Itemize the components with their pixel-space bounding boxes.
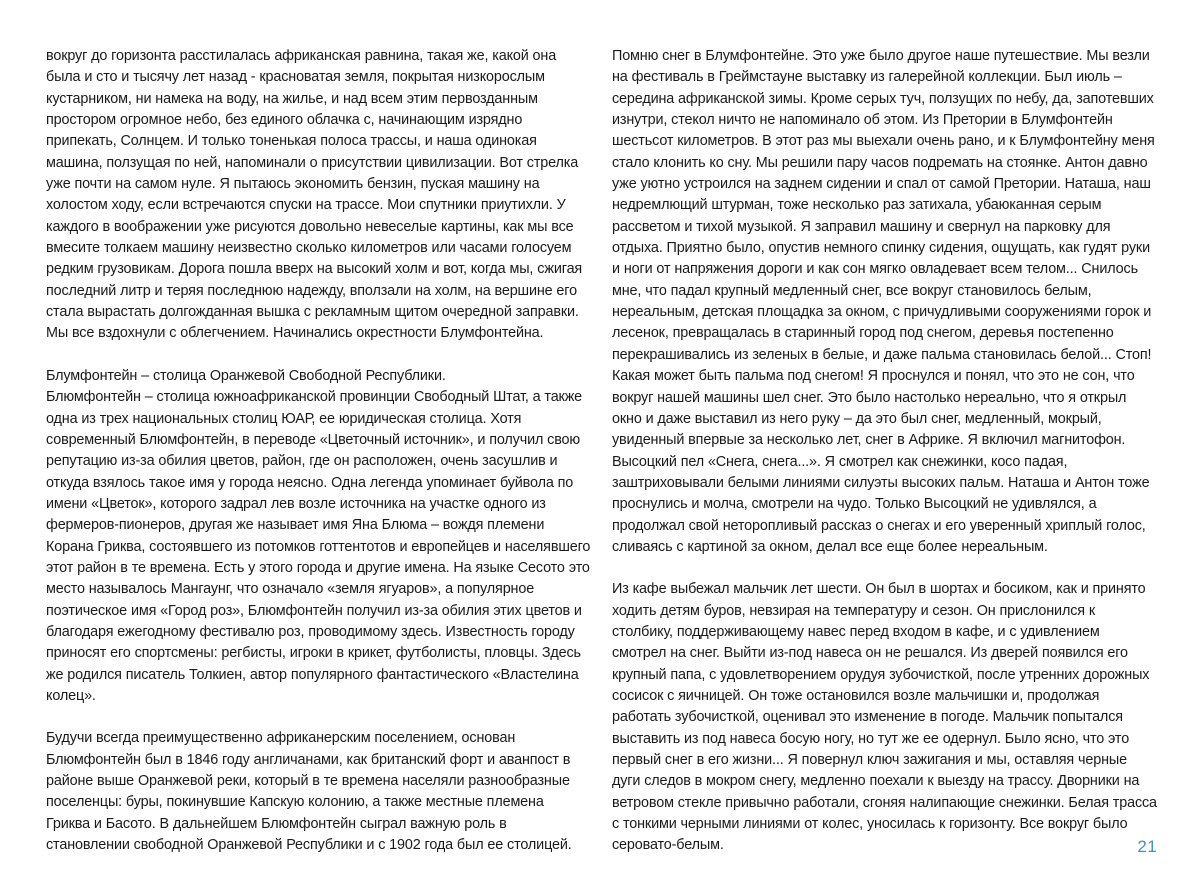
left-text-column (46, 46, 591, 856)
paragraph: Блумфонтейн – столица Оранжевой Свободной Республики. (46, 367, 446, 384)
right-text-column (612, 46, 1157, 857)
paragraph: Будучи всегда преимущественно африканерским поселением, основан Блюмфонтейн был в 1846 году англичанами, как британский форт и аванпост в районе выше Оранжевой реки, который в те времена населяли разнообразные поселенцы: буры, покинувшие Капскую колонию, а также местные племена Гриква и Басото. В дальнейшем Блюмфонтейн сыграл важную роль в становлении свободной Оранжевой Республики и с 1902 года был ее столицей. (46, 730, 572, 854)
two-column-text-body (46, 46, 1157, 857)
paragraph: Помню снег в Блумфонтейне. Это уже было другое наше путешествие. Мы везли на фестиваль в Греймстауне выставку из галерейной коллекции. Был июль – середина африканской зимы. Кроме серых туч, ползущих по небу, да, запотевших изнутри, стекол ничто не напоминало об этом. Из Претории в Блумфонтейн шестьсот километров. В этот раз мы выехали очень рано, и к Блумфонтейну меня стало клонить ко сну. Мы решили пару часов подремать на стоянке. Антон давно уже уютно устроился на заднем сидении и спал от самой Претории. Наташа, наш недремлющий штурман, тоже несколько раз затихала, убаюканная серым рассветом и тихой музыкой. Я заправил машину и свернул на парковку для отдыха. Приятно было, опустив немного спинку сидения, ощущать, как гудят руки и ноги от напряжения дороги и как сон мягко овладевает всем телом... Снилось мне, что падал крупный медленный снег, все вокруг становилось белым, нереальным, детская площадка за окном, с причудливыми сооружениями горок и лесенок, превращалась в старинный город под снегом, деревья постепенно перекрашивались из зеленых в белые, и даже пальма становилась белой... Стоп! Какая может быть пальма под снегом! Я проснулся и понял, что это не сон, что вокруг нашей машины шел снег. Это было настолько нереально, что я открыл окно и даже выставил из него руку – да это был снег, медленный, мокрый, увиденный впервые за несколько лет, снег в Африке. Я включил магнитофон. Высоцкий пел «Снега, снега...». Я смотрел как снежинки, косо падая, заштриховывали белыми линиями силуэты высоких пальм. Наташа и Антон тоже проснулись и молча, смотрели на чудо. Только Высоцкий не удивлялся, а продолжал свой неторопливый рассказ о снегах и его уверенный хриплый голос, сливаясь с картиной за окном, делал все еще более нереальным. (612, 48, 1155, 555)
paragraph: вокруг до горизонта расстилалась африканская равнина, такая же, какой она была и сто и тысячу лет назад - красноватая земля, покрытая низкорослым кустарником, ни намека на воду, на жилье, и над всем этим первозданным простором огромное небо, без единого облачка с, начинающим изрядно припекать, Солнцем. И только тоненькая полоса трассы, и наша одинокая машина, ползущая по ней, напоминали о присутствии цивилизации. Вот стрелка уже почти на самом нуле. Я пытаюсь экономить бензин, пуская машину на холостом ходу, если встречаются спуски на трассе. Мои спутники приутихли. У каждого в воображении уже рисуются довольно невеселые картины, как мы все вмесите толкаем машину неизвестно сколько километров или часами голосуем редким грузовикам. Дорога пошла вверх на высокий холм и вот, когда мы, сжигая последний литр и теряя последнюю надежду, вползали на холм, на вершине его стала вырастать долгожданная вышка с рекламным щитом очередной заправки. Мы все вздохнули с облегчением. Начинались окрестности Блумфонтейна. (46, 48, 583, 342)
paragraph: Блюмфонтейн – столица южноафриканской провинции Свободный Штат, а также одна из трех национальных столиц ЮАР, ее юридическая столица. Хотя современный Блюмфонтейн, в переводе «Цветочный источник», и получил свою репутацию из-за обилия цветов, район, где он расположен, очень засушлив и откуда взялось такое имя у города неясно. Одна легенда упоминает буйвола по имени «Цветок», которого задрал лев возле источника на участке одного из фермеров-пионеров, другая же называет имя Яна Блюма – вождя племени Корана Гриква, состоявшего из потомков готтентотов и европейцев и населявшего этот район в те времена. Есть у этого города и другие имена. На языке Сесото это место называлось Мангаунг, что означало «земля ягуаров», а популярное поэтическое имя «Город роз», Блюмфонтейн получил из-за обилия этих цветов и благодаря ежегодному фестивалю роз, проводимому здесь. Известность городу приносят его спортсмены: регбисты, игроки в крикет, футболисты, пловцы. Здесь же родился писатель Толкиен, автор популярного фантастического «Властелина колец». (46, 389, 591, 704)
page-number: 21 (1137, 837, 1157, 856)
paragraph: Из кафе выбежал мальчик лет шести. Он был в шортах и босиком, как и принято ходить детям буров, невзирая на температуру и сезон. Он прислонился к столбику, поддерживающему навес перед входом в кафе, и с удивлением смотрел на снег. Выйти из-под навеса он не решался. Из дверей появился его крупный папа, с удовлетворением орудуя зубочисткой, после утренних дорожных сосисок с яичницей. Он тоже остановился возле мальчишки и, продолжая работать зубочисткой, оценивал это изменение в погоде. Мальчик попытался выставить из под навеса босую ногу, но тут же ее одернул. Было ясно, что это первый снег в его жизни... Я повернул ключ зажигания и мы, оставляя черные дуги следов в мокром снегу, медленно поехали к выезду на трассу. Дворники на ветровом стекле привычно работали, сгоняя налипающие снежинки. Белая трасса с тонкими черными линиями от колес, уносилась к горизонту. Все вокруг было серовато-белым. (612, 581, 1157, 854)
